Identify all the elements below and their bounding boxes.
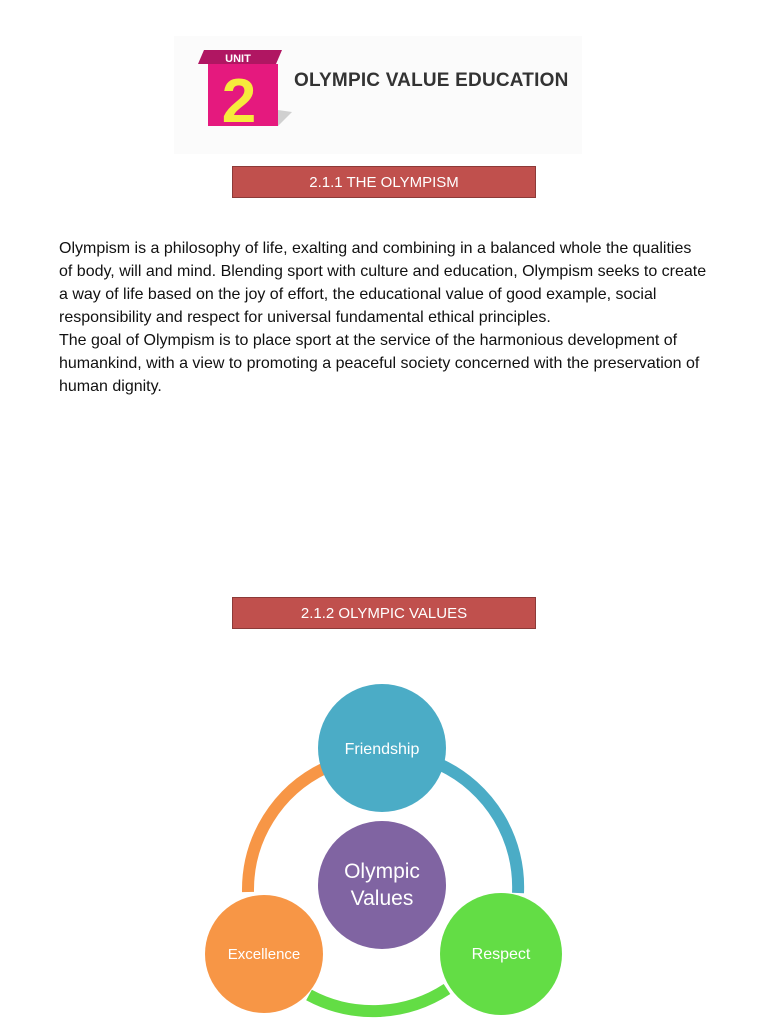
excellence-label: Excellence [227, 946, 301, 963]
center-label-line2: Values [350, 887, 414, 910]
friendship-label: Friendship [344, 741, 420, 758]
section-heading-olympic-values: 2.1.2 OLYMPIC VALUES [232, 597, 536, 629]
center-label-line1: Olympic [344, 860, 420, 883]
respect-label: Respect [471, 946, 531, 963]
center-node [318, 821, 446, 949]
section-heading-olympism: 2.1.1 THE OLYMPISM [232, 166, 536, 198]
arc-respect-excellence [309, 989, 447, 1011]
page-title: OLYMPIC VALUE EDUCATION [294, 70, 569, 91]
olympism-paragraph-1: Olympism is a philosophy of life, exalting and combining in a balanced whole the qualities of body, will and mind. Blending sport with culture and education, Olympism seeks to create a way of life based on the joy of effort, the educational value of good example, social responsibility and respect for universal fundamental ethical principles. [59, 240, 707, 326]
unit-badge-label: UNIT [225, 53, 251, 65]
olympism-paragraph-2: The goal of Olympism is to place sport at the service of the harmonious development of humankind, with a view to promoting a peaceful society concerned with the preservation of human dignity. [59, 332, 700, 395]
arc-excellence-friendship [248, 768, 325, 892]
unit-badge-number: 2 [221, 67, 257, 128]
arc-friendship-respect [441, 765, 518, 893]
